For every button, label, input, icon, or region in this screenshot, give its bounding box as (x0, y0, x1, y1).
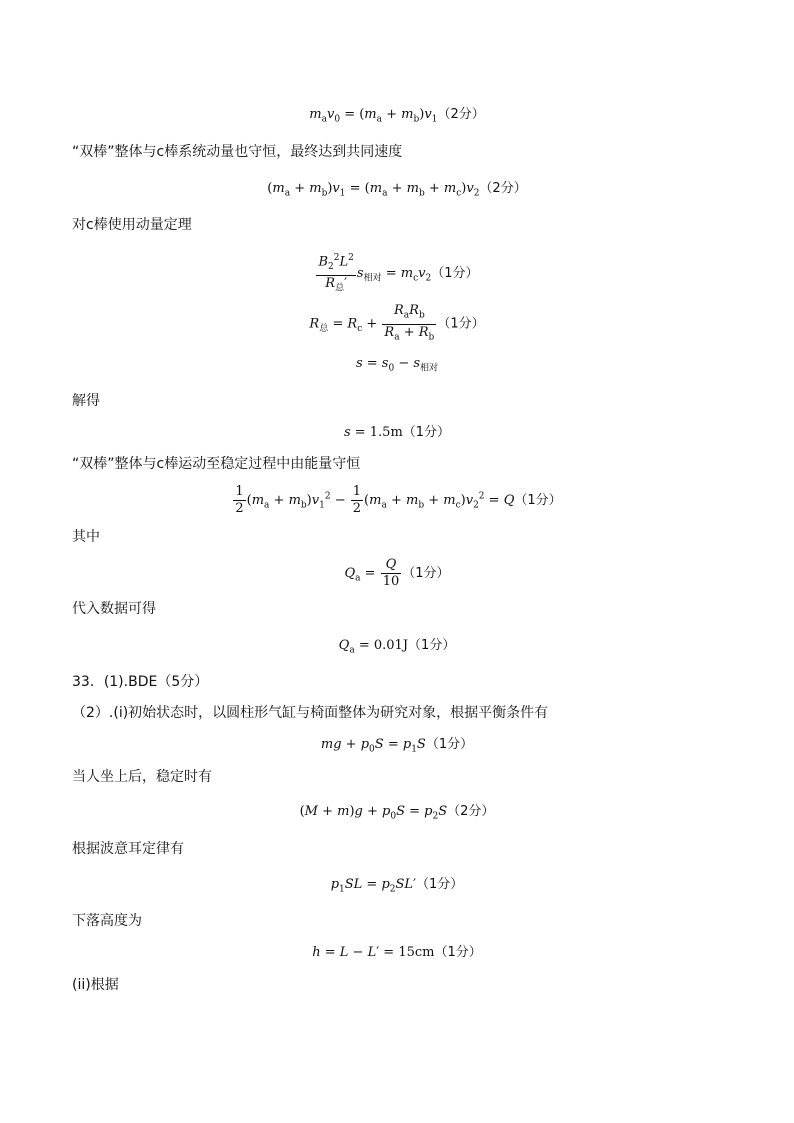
fraction: $\frac{Q}{10}$ (382, 557, 400, 589)
equation-energy: $\frac{1}{2}$ $(m_a + m_b)v_1^2$ − $\frac{1}{2}$ $(m_a + m_b + m_c)v_2^2 = Q(1$分） (235, 484, 562, 516)
equation-resistance: $R_总 = R_c$ + $\frac{R_aR_b}{R_a + R_b}$ （1分） (0, 303, 794, 345)
score: （1分） (514, 493, 562, 508)
paragraph-text: 解得 (72, 393, 100, 409)
fraction: $\frac{R_aR_b}{R_a + R_b}$ (384, 303, 435, 343)
paragraph-text: 代入数据可得 (72, 601, 156, 617)
question-33-heading: 33．(1).BDE（5分） (72, 674, 209, 690)
score: （2分） (479, 181, 527, 196)
score: （1分） (402, 425, 451, 440)
score: （1分） (425, 737, 474, 752)
paragraph-text: (ii)根据 (72, 977, 119, 993)
paragraph-text: 其中 (72, 529, 100, 545)
paragraph-text: （2）.(i)初始状态时，以圆柱形气缸与椅面整体为研究对象，根据平衡条件有 (72, 705, 549, 721)
paragraph-text: “双棒”整体与c棒运动至稳定过程中由能量守恒 (72, 456, 361, 472)
score: （1分） (416, 877, 464, 892)
equation-seated-balance: $(M + m)g + p_0S = p_2S(2$分） (299, 804, 495, 822)
equation-heat-a: $Q_a$ = $\frac{Q}{10}$ （1分） (344, 557, 450, 589)
paragraph-text: 根据波意耳定律有 (72, 841, 184, 857)
score: （1分） (431, 265, 479, 281)
equation-momentum-abc: $(m_a + m_b)v_1 = (m_a + m_b + m_c)v_2(2$分） (267, 181, 527, 199)
score: （2分） (447, 804, 495, 819)
score: （2分） (437, 107, 485, 122)
score: （1分） (402, 566, 450, 581)
score: （1分） (408, 638, 456, 653)
equation-impulse-c: $\frac{B_2^2L^2}{R_总'}$ $s_{相对} = m_cv_2(1$分） (0, 250, 794, 297)
equation-momentum-ab: $m_av_0 = (m_a + m_b)v_1(2$分） (309, 107, 485, 125)
equation-boyle: $p_1SL = p_2SL'(1$分） (330, 877, 464, 895)
equation-initial-balance: mg + $p_0S = p_1S(1$分） (320, 737, 474, 755)
fraction: $\frac{1}{2}$ (235, 484, 244, 516)
paragraph-text: 下落高度为 (72, 913, 142, 929)
fraction: $\frac{B_2^2L^2}{R_总'}$ (316, 250, 355, 297)
equation-height: h = L − L′ = 15cm（1分） (312, 945, 482, 960)
paragraph-text: 当人坐上后，稳定时有 (72, 769, 212, 785)
score: （1分） (434, 945, 482, 960)
paragraph-text: “双棒”整体与c棒系统动量也守恒，最终达到共同速度 (72, 144, 403, 160)
equation-displacement: $s = s_0 - s_{相对}$ (355, 356, 439, 374)
paragraph-text: 对c棒使用动量定理 (72, 217, 192, 233)
equation-result-s: s = 1.5m（1分） (343, 425, 451, 440)
fraction: $\frac{1}{2}$ (352, 484, 362, 516)
equation-result-q: $Q_a = 0.01J(1$分） (338, 638, 456, 656)
score: （1分） (437, 316, 485, 332)
